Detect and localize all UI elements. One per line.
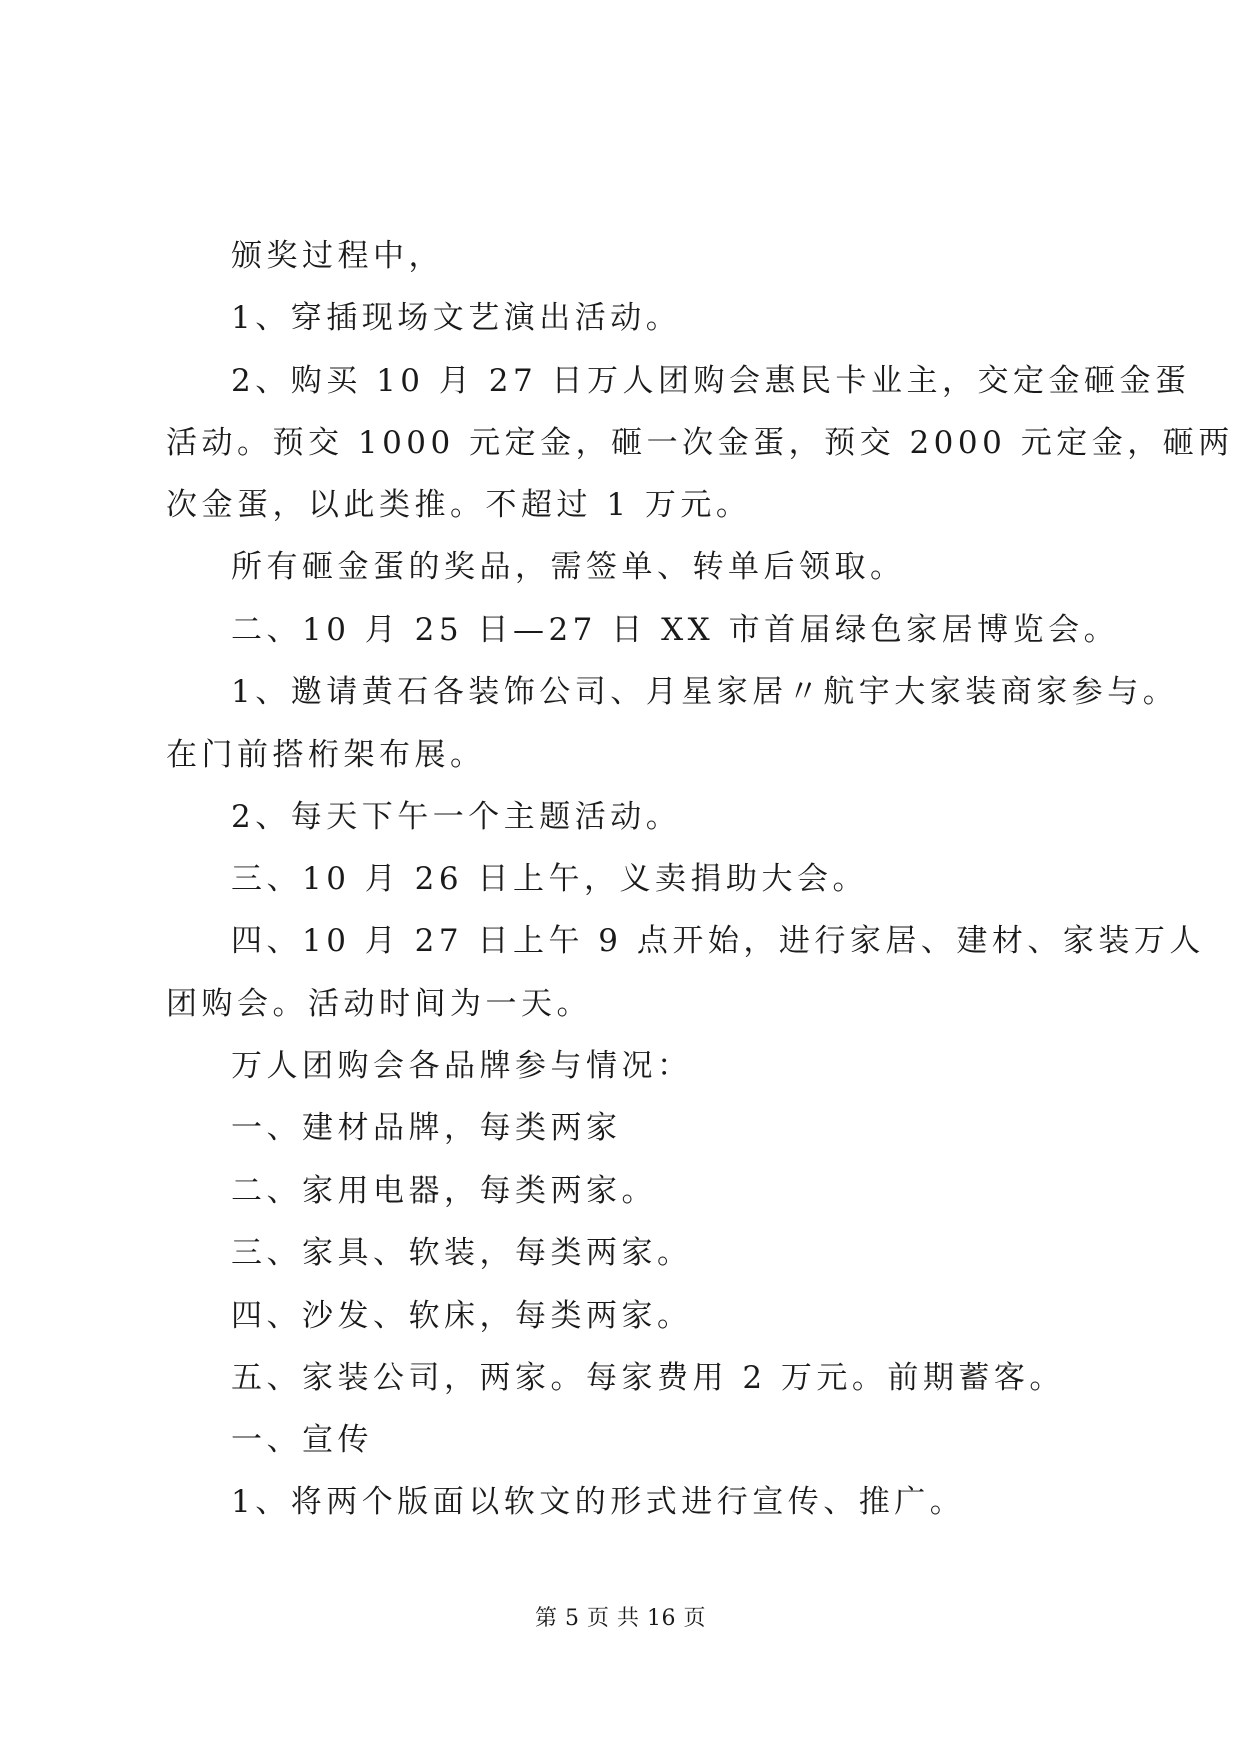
text-line: 活动。预交 1000 元定金，砸一次金蛋，预交 2000 元定金，砸两 — [166, 425, 1234, 461]
text-line: 一、宣传 — [231, 1422, 373, 1458]
text-line: 二、家用电器，每类两家。 — [231, 1173, 657, 1209]
text-line: 次金蛋，以此类推。不超过 1 万元。 — [166, 487, 752, 523]
text-line: 2、购买 10 月 27 日万人团购会惠民卡业主，交定金砸金蛋 — [231, 363, 1191, 399]
text-line: 在门前搭桁架布展。 — [166, 737, 486, 773]
text-line: 万人团购会各品牌参与情况： — [231, 1048, 693, 1084]
text-line: 1、邀请黄石各装饰公司、月星家居〃航宇大家装商家参与。 — [231, 674, 1179, 710]
text-line: 1、将两个版面以软文的形式进行宣传、推广。 — [231, 1484, 966, 1520]
text-line: 三、10 月 26 日上午，义卖捐助大会。 — [231, 861, 868, 897]
page-number-footer: 第 5 页 共 16 页 — [535, 1606, 706, 1631]
text-line: 五、家装公司，两家。每家费用 2 万元。前期蓄客。 — [231, 1360, 1065, 1396]
text-line: 2、每天下午一个主题活动。 — [231, 799, 682, 835]
text-line: 四、沙发、软床，每类两家。 — [231, 1298, 693, 1334]
text-line: 二、10 月 25 日—27 日 XX 市首届绿色家居博览会。 — [231, 612, 1120, 648]
text-line: 四、10 月 27 日上午 9 点开始，进行家居、建材、家装万人 — [231, 923, 1205, 959]
text-line: 三、家具、软装，每类两家。 — [231, 1235, 693, 1271]
text-line: 颁奖过程中， — [231, 238, 444, 274]
text-line: 所有砸金蛋的奖品，需签单、转单后领取。 — [231, 549, 906, 585]
text-line: 1、穿插现场文艺演出活动。 — [231, 300, 682, 336]
text-line: 一、建材品牌，每类两家 — [231, 1110, 622, 1146]
text-line: 团购会。活动时间为一天。 — [166, 986, 592, 1022]
